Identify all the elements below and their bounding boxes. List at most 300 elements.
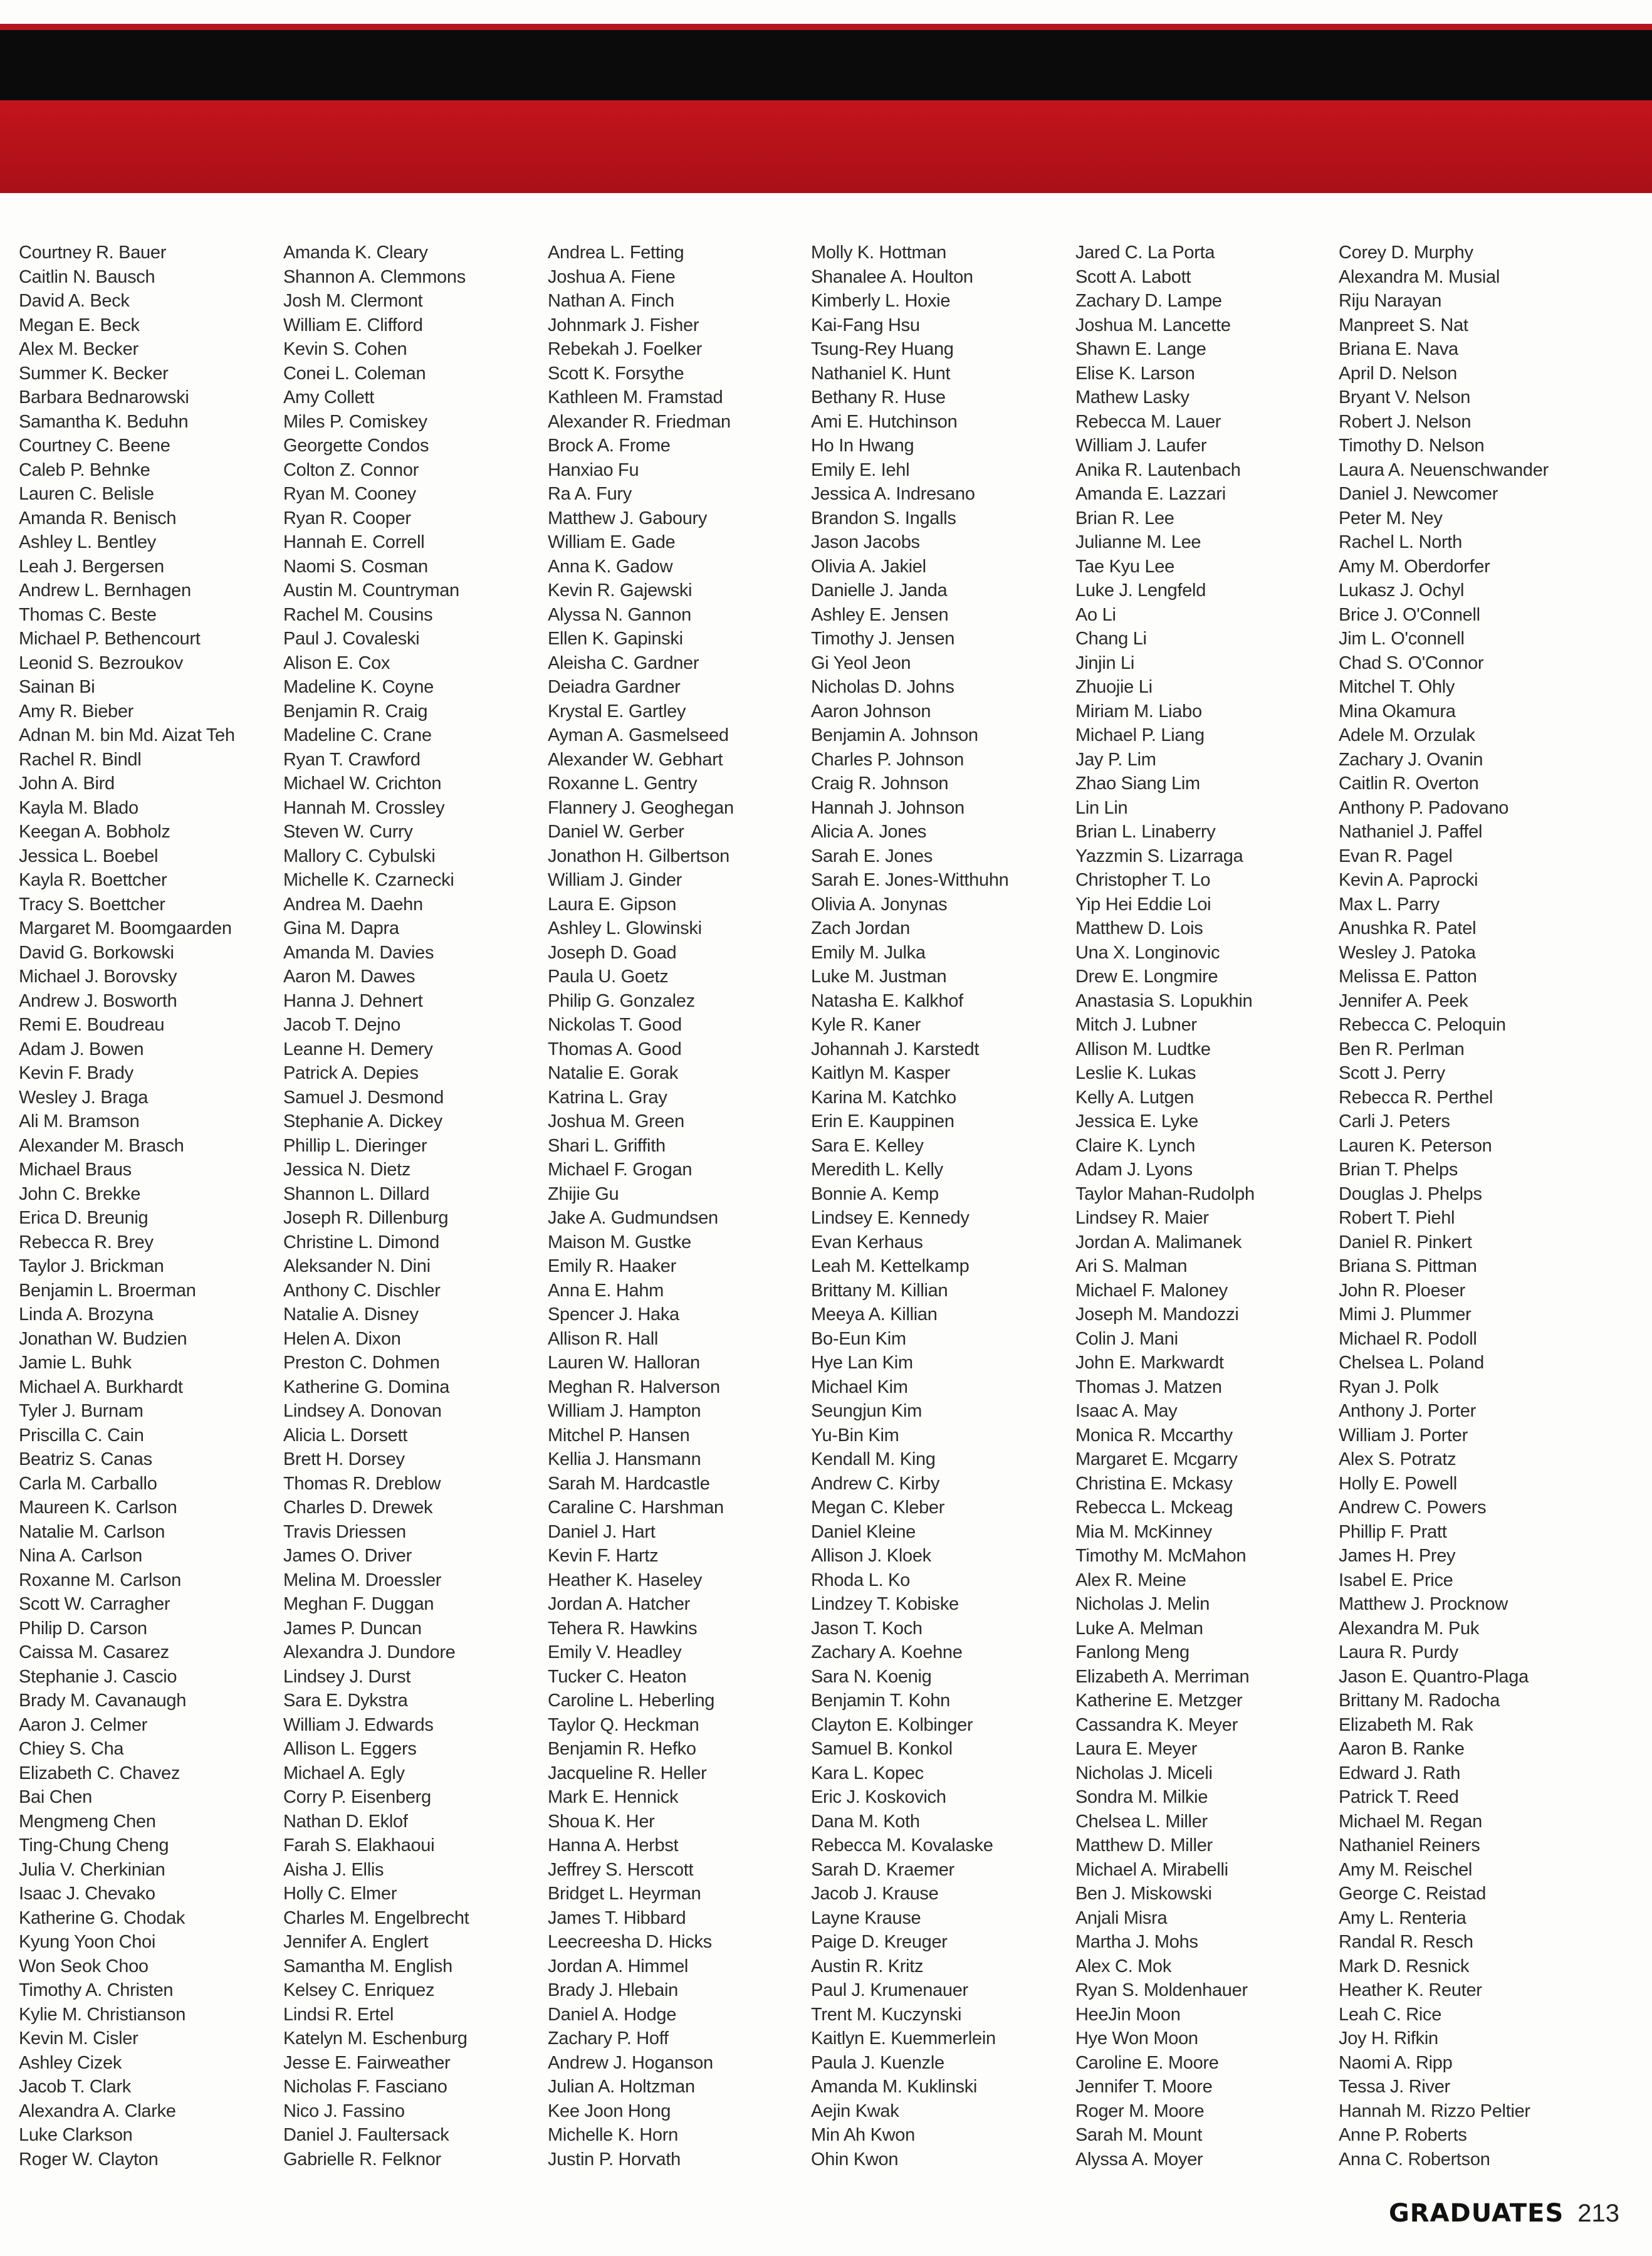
graduate-name: Peter M. Ney [1339, 508, 1443, 528]
graduate-name: Michelle K. Czarnecki [283, 870, 454, 890]
graduate-name: Natasha E. Kalkhof [811, 990, 963, 1011]
graduate-name: Patrick T. Reed [1339, 1787, 1459, 1807]
graduate-name: Bryant V. Nelson [1339, 387, 1471, 407]
graduate-name: Isaac A. May [1075, 1401, 1178, 1421]
graduate-name: Zachary A. Koehne [811, 1642, 963, 1662]
graduate-name: Ashley L. Glowinski [548, 918, 702, 938]
graduate-name: Charles M. Engelbrecht [283, 1907, 469, 1928]
graduate-name: Megan E. Beck [19, 315, 140, 335]
graduate-name: Carla M. Carballo [19, 1473, 157, 1494]
page-number: 213 [1577, 2199, 1619, 2227]
graduate-name: Farah S. Elakhaoui [283, 1835, 435, 1855]
graduate-name: Barbara Bednarowski [19, 387, 189, 407]
graduate-name: Maureen K. Carlson [19, 1498, 177, 1518]
graduate-name: Daniel A. Hodge [548, 2004, 677, 2025]
graduate-name: Gabrielle R. Felknor [283, 2149, 441, 2169]
graduate-name: Alexandra J. Dundore [283, 1642, 456, 1662]
graduate-name: Taylor Mahan-Rudolph [1075, 1183, 1255, 1204]
graduate-name: Katherine G. Domina [283, 1377, 450, 1397]
graduate-name: Alison E. Cox [283, 653, 390, 673]
graduate-name: Julianne M. Lee [1075, 532, 1201, 552]
graduate-name: Zhao Siang Lim [1075, 774, 1200, 794]
graduate-name: Nathaniel Reiners [1339, 1835, 1480, 1855]
graduate-name: Eric J. Koskovich [811, 1787, 946, 1807]
graduate-name: Roger M. Moore [1075, 2101, 1205, 2121]
graduate-name: Leecreesha D. Hicks [548, 1932, 712, 1952]
graduate-name: Julia V. Cherkinian [19, 1859, 165, 1880]
graduate-name: Leah C. Rice [1339, 2004, 1442, 2025]
graduate-name: Heather K. Reuter [1339, 1980, 1482, 2000]
graduate-name: Austin R. Kritz [811, 1956, 924, 1976]
graduate-name-columns [0, 241, 1652, 2171]
graduate-name: Samantha K. Beduhn [19, 411, 189, 432]
graduate-name: Laura E. Meyer [1075, 1739, 1198, 1759]
graduate-name: Shannon A. Clemmons [283, 266, 466, 287]
graduate-name: Layne Krause [811, 1907, 921, 1928]
graduate-name: Kathleen M. Framstad [548, 387, 723, 407]
graduate-name: Aleisha C. Gardner [548, 653, 699, 673]
graduate-name: Adnan M. bin Md. Aizat Teh [19, 725, 235, 745]
graduate-name: Margaret M. Boomgaarden [19, 918, 232, 938]
graduate-name: Bonnie A. Kemp [811, 1183, 939, 1204]
graduate-name: Isabel E. Price [1339, 1570, 1453, 1590]
name-column-4 [811, 241, 1068, 2171]
graduate-name: Lindsey R. Maier [1075, 1208, 1209, 1228]
graduate-name: Laura E. Gipson [548, 894, 677, 915]
graduate-name: Paula J. Kuenzle [811, 2052, 944, 2073]
graduate-name: Yip Hei Eddie Loi [1075, 894, 1211, 915]
graduate-name: Melissa E. Patton [1339, 967, 1477, 987]
graduate-name: Hannah M. Rizzo Peltier [1339, 2101, 1530, 2121]
graduate-name: Matthew D. Lois [1075, 918, 1203, 938]
graduate-name: Georgette Condos [283, 436, 429, 456]
graduate-name: Timothy M. McMahon [1075, 1546, 1247, 1566]
graduate-name: Aaron J. Celmer [19, 1714, 148, 1735]
graduate-name: Samuel B. Konkol [811, 1739, 953, 1759]
graduate-name: William J. Ginder [548, 870, 682, 890]
graduate-name: Ashley L. Bentley [19, 532, 156, 552]
graduate-name: Tyler J. Burnam [19, 1401, 144, 1421]
graduate-name: Jason Jacobs [811, 532, 920, 552]
graduate-name: David A. Beck [19, 291, 130, 311]
graduate-name: Joy H. Rifkin [1339, 2028, 1438, 2049]
graduate-name: Edward J. Rath [1339, 1763, 1461, 1783]
graduate-name: Jesse E. Fairweather [283, 2052, 451, 2073]
graduate-name: Luke M. Justman [811, 967, 947, 987]
graduate-name: Jessica A. Indresano [811, 484, 975, 504]
graduate-name: Brian L. Linaberry [1075, 822, 1216, 842]
graduate-name: Seungjun Kim [811, 1401, 922, 1421]
graduate-name: Jason T. Koch [811, 1618, 923, 1639]
graduate-name: Meeya A. Killian [811, 1304, 938, 1325]
graduate-name: Aisha J. Ellis [283, 1859, 384, 1880]
graduate-name: Mengmeng Chen [19, 1811, 156, 1832]
graduate-name: James H. Prey [1339, 1546, 1456, 1566]
graduate-name: Michael F. Grogan [548, 1160, 693, 1180]
graduate-name: Elizabeth M. Rak [1339, 1714, 1473, 1735]
graduate-name: Bai Chen [19, 1787, 92, 1807]
graduate-name: Brady J. Hlebain [548, 1980, 678, 2000]
graduate-name: Clayton E. Kolbinger [811, 1714, 973, 1735]
graduate-name: Andrew L. Bernhagen [19, 580, 191, 601]
graduate-name: Ben R. Perlman [1339, 1039, 1465, 1059]
graduate-name: Rebecca R. Brey [19, 1232, 154, 1252]
graduate-name: Ashley E. Jensen [811, 604, 949, 625]
graduate-name: Evan R. Pagel [1339, 846, 1453, 866]
graduate-name: Robert J. Nelson [1339, 411, 1472, 432]
graduate-name: Joshua M. Lancette [1075, 315, 1231, 335]
graduate-name: Austin M. Countryman [283, 580, 459, 601]
graduate-name: Tessa J. River [1339, 2077, 1450, 2097]
graduate-name: Zhijie Gu [548, 1183, 619, 1204]
graduate-name: David G. Borkowski [19, 942, 174, 963]
graduate-name: Nicholas J. Miceli [1075, 1763, 1213, 1783]
graduate-name: Rebecca C. Peloquin [1339, 1015, 1506, 1035]
graduate-name: Flannery J. Geoghegan [548, 797, 734, 818]
graduate-name: Travis Driessen [283, 1521, 406, 1542]
graduate-name: Charles P. Johnson [811, 749, 964, 770]
graduate-name: Jordan A. Malimanek [1075, 1232, 1242, 1252]
graduate-name: Brian T. Phelps [1339, 1160, 1458, 1180]
graduate-name: Allison M. Ludtke [1075, 1039, 1211, 1059]
graduate-name: Paul J. Krumenauer [811, 1980, 968, 2000]
graduate-name: Ryan J. Polk [1339, 1377, 1439, 1397]
graduate-name: Tae Kyu Lee [1075, 556, 1174, 577]
graduate-name: Joseph D. Goad [548, 942, 677, 963]
graduate-name: Caroline L. Heberling [548, 1691, 715, 1711]
graduate-name: Erica D. Breunig [19, 1208, 149, 1228]
graduate-name: Lindsi R. Ertel [283, 2004, 394, 2025]
graduate-name: Daniel J. Faultersack [283, 2125, 449, 2145]
graduate-name: Holly E. Powell [1339, 1473, 1457, 1494]
graduate-name: Hannah M. Crossley [283, 797, 445, 818]
graduate-name: Sarah M. Hardcastle [548, 1473, 710, 1494]
page-footer [1389, 2195, 1619, 2232]
graduate-name: Michael P. Liang [1075, 725, 1205, 745]
graduate-name: James P. Duncan [283, 1618, 422, 1639]
graduate-name: Joshua A. Fiene [548, 266, 676, 287]
graduate-name: Nickolas T. Good [548, 1015, 682, 1035]
graduate-name: Holly C. Elmer [283, 1884, 397, 1904]
graduate-name: Una X. Longinovic [1075, 942, 1220, 963]
graduate-name: Briana E. Nava [1339, 339, 1458, 359]
graduate-name: Mina Okamura [1339, 701, 1456, 721]
graduate-name: Kelsey C. Enriquez [283, 1980, 435, 2000]
graduate-name: Alex C. Mok [1075, 1956, 1172, 1976]
graduate-name: Leslie K. Lukas [1075, 1063, 1196, 1083]
graduate-name: Martha J. Mohs [1075, 1932, 1198, 1952]
graduate-name: Roger W. Clayton [19, 2149, 159, 2169]
graduate-name: Lindsey E. Kennedy [811, 1208, 970, 1228]
graduate-name: Michael Braus [19, 1160, 132, 1180]
graduate-name: Thomas C. Beste [19, 604, 157, 625]
graduate-name: Jennifer T. Moore [1075, 2077, 1213, 2097]
graduate-name: Olivia A. Jonynas [811, 894, 948, 915]
graduate-name: Wesley J. Patoka [1339, 942, 1476, 963]
graduate-name: Andrea L. Fetting [548, 243, 684, 263]
graduate-name: Amy Collett [283, 387, 374, 407]
graduate-name: Tehera R. Hawkins [548, 1618, 698, 1639]
graduate-name: Philip G. Gonzalez [548, 990, 695, 1011]
graduate-name: Miriam M. Liabo [1075, 701, 1202, 721]
graduate-name: Alyssa A. Moyer [1075, 2149, 1203, 2169]
graduate-name: Lauren K. Peterson [1339, 1135, 1492, 1156]
graduate-name: Carli J. Peters [1339, 1111, 1450, 1131]
graduate-name: Jim L. O'connell [1339, 629, 1465, 649]
graduate-name: Gi Yeol Jeon [811, 653, 911, 673]
graduate-name: Phillip F. Pratt [1339, 1521, 1447, 1542]
graduate-name: Brittany M. Killian [811, 1280, 948, 1301]
graduate-name: Andrew C. Powers [1339, 1498, 1487, 1518]
graduate-name: Natalie A. Disney [283, 1304, 419, 1325]
graduate-name: Alexander R. Friedman [548, 411, 731, 432]
graduate-name: Madeline K. Coyne [283, 677, 434, 697]
graduate-name: Michael R. Podoll [1339, 1328, 1477, 1349]
graduate-name: Kevin F. Hartz [548, 1546, 659, 1566]
graduate-name: Dana M. Koth [811, 1811, 920, 1832]
graduate-name: Zachary D. Lampe [1075, 291, 1222, 311]
graduate-name: Charles D. Drewek [283, 1498, 433, 1518]
graduate-name: Kevin M. Cisler [19, 2028, 139, 2049]
graduate-name: Luke A. Melman [1075, 1618, 1203, 1639]
graduate-name: Natalie E. Gorak [548, 1063, 678, 1083]
graduate-name: Michael W. Crichton [283, 774, 442, 794]
graduate-name: Leonid S. Bezroukov [19, 653, 183, 673]
graduate-name: Rebecca M. Kovalaske [811, 1835, 993, 1855]
graduate-name: Nicholas D. Johns [811, 677, 954, 697]
graduate-name: Alyssa N. Gannon [548, 604, 691, 625]
graduate-name: Daniel Kleine [811, 1521, 916, 1542]
graduate-name: Kaitlyn E. Kuemmerlein [811, 2028, 996, 2049]
graduate-name: Tracy S. Boettcher [19, 894, 165, 915]
graduate-name: Kaitlyn M. Kasper [811, 1063, 951, 1083]
graduate-name: Emily E. Iehl [811, 459, 910, 480]
graduate-name: Caitlin N. Bausch [19, 266, 155, 287]
graduate-name: Miles P. Comiskey [283, 411, 427, 432]
graduate-name: Bridget L. Heyrman [548, 1884, 701, 1904]
graduate-name: Michael M. Regan [1339, 1811, 1482, 1832]
graduate-name: Emily V. Headley [548, 1642, 682, 1662]
graduate-name: Caroline E. Moore [1075, 2052, 1219, 2073]
graduate-name: Alexander W. Gebhart [548, 749, 723, 770]
graduate-name: Scott K. Forsythe [548, 363, 684, 384]
graduate-name: Sarah E. Jones [811, 846, 933, 866]
graduate-name: Nicholas F. Fasciano [283, 2077, 447, 2097]
graduate-name: Hannah J. Johnson [811, 797, 965, 818]
graduate-name: Courtney C. Beene [19, 436, 170, 456]
graduate-name: Krystal E. Gartley [548, 701, 686, 721]
graduate-name: Amanda K. Cleary [283, 243, 428, 263]
graduate-name: Riju Narayan [1339, 291, 1442, 311]
graduate-name: Corey D. Murphy [1339, 243, 1473, 263]
graduate-name: Steven W. Curry [283, 822, 413, 842]
graduate-name: Lauren C. Belisle [19, 484, 154, 504]
graduate-name: Amy M. Oberdorfer [1339, 556, 1490, 577]
graduate-name: Alexandra M. Musial [1339, 266, 1500, 287]
graduate-name: Brady M. Cavanaugh [19, 1691, 187, 1711]
graduate-name: Phillip L. Dieringer [283, 1135, 427, 1156]
graduate-name: Jordan A. Himmel [548, 1956, 689, 1976]
graduate-name: Rebecca R. Perthel [1339, 1087, 1493, 1108]
graduate-name: Kyle R. Kaner [811, 1015, 921, 1035]
graduate-name: Jason E. Quantro-Plaga [1339, 1666, 1529, 1687]
graduate-name: Keegan A. Bobholz [19, 822, 170, 842]
graduate-name: Kayla M. Blado [19, 797, 139, 818]
graduate-name: Zach Jordan [811, 918, 910, 938]
graduate-name: Leanne H. Demery [283, 1039, 433, 1059]
graduate-name: HeeJin Moon [1075, 2004, 1181, 2025]
graduate-name: Benjamin L. Broerman [19, 1280, 196, 1301]
graduate-name: Kellia J. Hansmann [548, 1449, 701, 1469]
graduate-name: Lindsey A. Donovan [283, 1401, 442, 1421]
graduate-name: Hanxiao Fu [548, 459, 639, 480]
graduate-name: Philip D. Carson [19, 1618, 147, 1639]
name-column-2 [283, 241, 540, 2171]
graduate-name: Robert T. Piehl [1339, 1208, 1455, 1228]
graduate-name: Mallory C. Cybulski [283, 846, 436, 866]
graduate-name: Wesley J. Braga [19, 1087, 149, 1108]
graduate-name: Samantha M. English [283, 1956, 452, 1976]
graduate-name: Thomas R. Dreblow [283, 1473, 441, 1494]
graduate-name: Nathaniel J. Paffel [1339, 822, 1483, 842]
graduate-name: Ryan M. Cooney [283, 484, 416, 504]
graduate-name: Benjamin T. Kohn [811, 1691, 950, 1711]
graduate-name: Spencer J. Haka [548, 1304, 679, 1325]
graduate-name: Anthony P. Padovano [1339, 797, 1509, 818]
graduate-name: Anika R. Lautenbach [1075, 459, 1241, 480]
graduate-name: Mark E. Hennick [548, 1787, 679, 1807]
graduate-name: Rachel L. North [1339, 532, 1462, 552]
graduate-name: Sara N. Koenig [811, 1666, 932, 1687]
graduate-name: Corry P. Eisenberg [283, 1787, 431, 1807]
graduate-name: Ting-Chung Cheng [19, 1835, 169, 1855]
graduate-name: Ami E. Hutchinson [811, 411, 958, 432]
graduate-name: Chad S. O'Connor [1339, 653, 1484, 673]
graduate-name: Aaron Johnson [811, 701, 931, 721]
graduate-name: Timothy J. Jensen [811, 629, 955, 649]
graduate-name: Brittany M. Radocha [1339, 1691, 1500, 1711]
graduate-name: Jinjin Li [1075, 653, 1135, 673]
graduate-name: Kylie M. Christianson [19, 2004, 186, 2025]
graduate-name: Andrew J. Bosworth [19, 990, 177, 1011]
section-title: GRADUATES [1388, 2199, 1564, 2228]
graduate-name: Preston C. Dohmen [283, 1353, 440, 1373]
graduate-name: Timothy A. Christen [19, 1980, 174, 2000]
graduate-name: Rhoda L. Ko [811, 1570, 910, 1590]
graduate-name: Fanlong Meng [1075, 1642, 1189, 1662]
graduate-name: Emily M. Julka [811, 942, 926, 963]
graduate-name: Amy M. Reischel [1339, 1859, 1473, 1880]
graduate-name: Scott W. Carragher [19, 1594, 170, 1614]
graduate-name: Kara L. Kopec [811, 1763, 924, 1783]
name-column-1 [19, 241, 276, 2171]
graduate-name: Adam J. Bowen [19, 1039, 144, 1059]
graduate-name: Sara E. Kelley [811, 1135, 924, 1156]
graduate-name: Johnmark J. Fisher [548, 315, 699, 335]
graduate-name: Luke Clarkson [19, 2125, 133, 2145]
graduate-name: Alexander M. Brasch [19, 1135, 184, 1156]
graduate-name: Alexandra A. Clarke [19, 2101, 176, 2121]
graduate-name: Mimi J. Plummer [1339, 1304, 1472, 1325]
graduate-name: Nathaniel K. Hunt [811, 363, 951, 384]
graduate-name: Summer K. Becker [19, 363, 169, 384]
graduate-name: Nico J. Fassino [283, 2101, 405, 2121]
graduate-name: William J. Hampton [548, 1401, 701, 1421]
graduate-name: Katrina L. Gray [548, 1087, 667, 1108]
graduate-name: Deiadra Gardner [548, 677, 681, 697]
graduate-name: Paula U. Goetz [548, 967, 669, 987]
graduate-name: Rachel R. Bindl [19, 749, 142, 770]
graduate-name: Rebekah J. Foelker [548, 339, 703, 359]
graduate-name: John E. Markwardt [1075, 1353, 1224, 1373]
graduate-name: Max L. Parry [1339, 894, 1440, 915]
graduate-name: Sondra M. Milkie [1075, 1787, 1208, 1807]
graduate-name: Alexandra M. Puk [1339, 1618, 1480, 1639]
graduate-name: Kimberly L. Hoxie [811, 291, 951, 311]
graduate-name: Priscilla C. Cain [19, 1425, 144, 1445]
graduate-name: Anthony J. Porter [1339, 1401, 1476, 1421]
graduate-name: Thomas J. Matzen [1075, 1377, 1222, 1397]
graduate-name: Samuel J. Desmond [283, 1087, 444, 1108]
graduate-name: Joshua M. Green [548, 1111, 684, 1131]
graduate-name: Andrea M. Daehn [283, 894, 423, 915]
graduate-name: Caraline C. Harshman [548, 1498, 724, 1518]
graduate-name: Patrick A. Depies [283, 1063, 419, 1083]
graduate-name: Justin P. Horvath [548, 2149, 681, 2169]
graduate-name: Chelsea L. Miller [1075, 1811, 1208, 1832]
graduate-name: Anna K. Gadow [548, 556, 673, 577]
graduate-name: Cassandra K. Meyer [1075, 1714, 1238, 1735]
graduate-name: Christopher T. Lo [1075, 870, 1211, 890]
graduate-name: Matthew J. Gaboury [548, 508, 708, 528]
graduate-name: Zachary J. Ovanin [1339, 749, 1483, 770]
graduate-name: Matthew D. Miller [1075, 1835, 1213, 1855]
graduate-name: Paige D. Kreuger [811, 1932, 948, 1952]
graduate-name: Anthony C. Dischler [283, 1280, 441, 1301]
graduate-name: Michael Kim [811, 1377, 908, 1397]
graduate-name: Tucker C. Heaton [548, 1666, 687, 1687]
graduate-name: Katherine G. Chodak [19, 1907, 186, 1928]
graduate-name: Meghan F. Duggan [283, 1594, 434, 1614]
graduate-name: Paul J. Covaleski [283, 629, 420, 649]
graduate-name: Lindsey J. Durst [283, 1666, 411, 1687]
graduate-name: Alex S. Potratz [1339, 1449, 1456, 1469]
graduate-name: Sarah D. Kraemer [811, 1859, 954, 1880]
graduate-name: Elizabeth A. Merriman [1075, 1666, 1250, 1687]
graduate-name: Jamie L. Buhk [19, 1353, 132, 1373]
graduate-name: Rebecca M. Lauer [1075, 411, 1221, 432]
graduate-name: Kendall M. King [811, 1449, 936, 1469]
graduate-name: Anna C. Robertson [1339, 2149, 1490, 2169]
graduate-name: Andrew J. Hoganson [548, 2052, 713, 2073]
graduate-name: Brandon S. Ingalls [811, 508, 956, 528]
graduate-name: Caitlin R. Overton [1339, 774, 1479, 794]
name-column-6 [1339, 241, 1596, 2171]
graduate-name: Leah M. Kettelkamp [811, 1256, 970, 1276]
graduate-name: Kevin A. Paprocki [1339, 870, 1478, 890]
graduate-name: Ra A. Fury [548, 484, 632, 504]
graduate-name: Bethany R. Huse [811, 387, 946, 407]
graduate-name: Kayla R. Boettcher [19, 870, 167, 890]
graduate-name: Hanna J. Dehnert [283, 990, 423, 1011]
graduate-name: Colton Z. Connor [283, 459, 419, 480]
graduate-name: Allison L. Eggers [283, 1739, 417, 1759]
graduate-name: Nicholas J. Melin [1075, 1594, 1210, 1614]
graduate-name: Thomas A. Good [548, 1039, 682, 1059]
graduate-name: Stephanie J. Cascio [19, 1666, 177, 1687]
graduate-name: Lin Lin [1075, 797, 1128, 818]
graduate-name: Colin J. Mani [1075, 1328, 1178, 1349]
